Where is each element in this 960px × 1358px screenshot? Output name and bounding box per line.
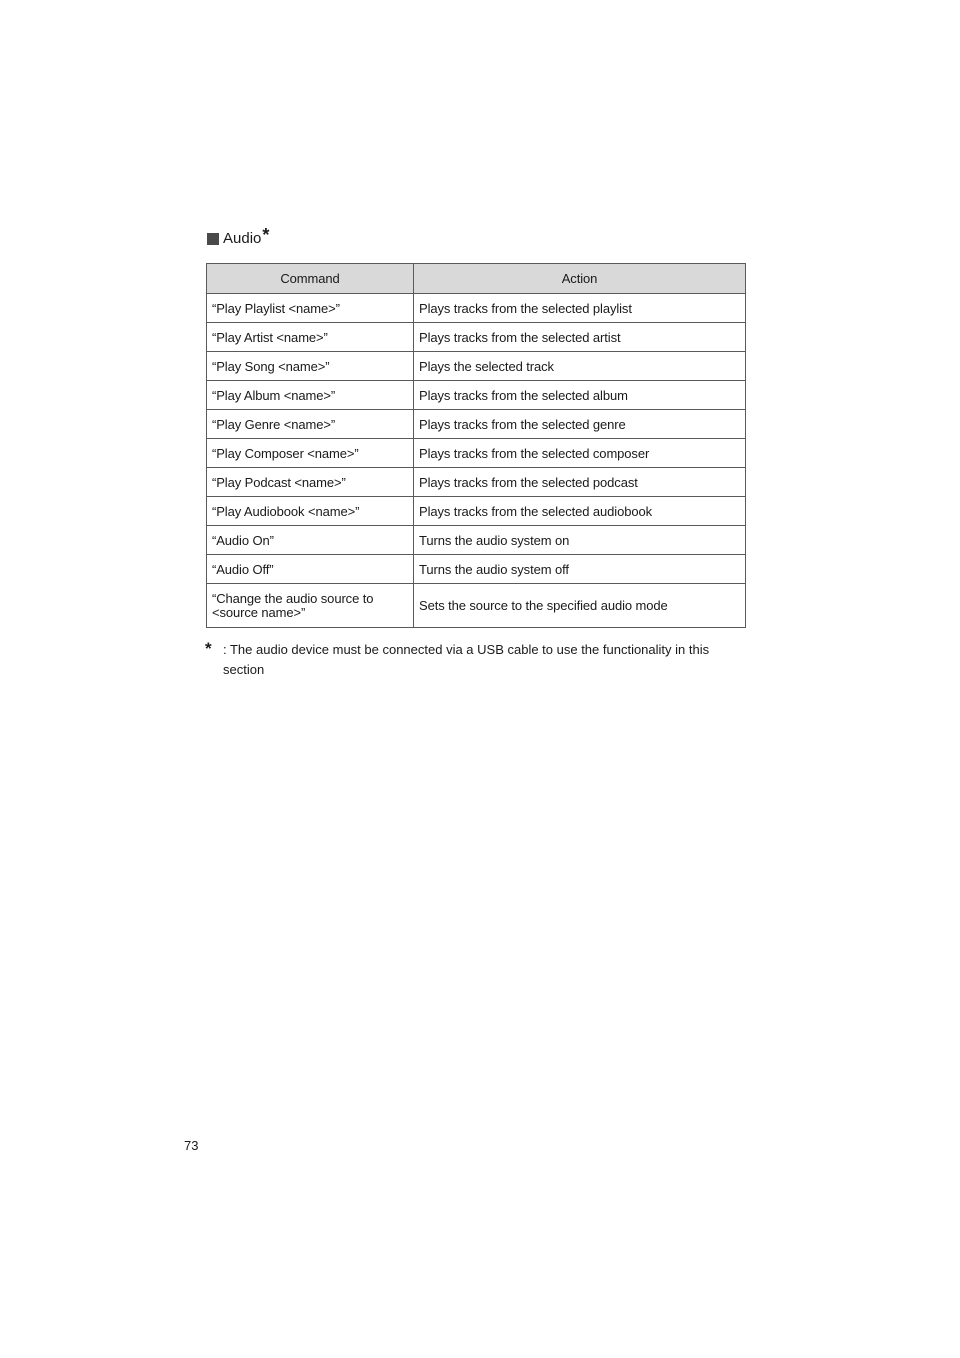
table-row (207, 323, 746, 352)
table-row (207, 584, 746, 628)
command-cell: “Play Album <name>” (207, 381, 414, 410)
command-cell: “Change the audio source to <source name>” (207, 584, 414, 628)
command-cell: “Audio On” (207, 526, 414, 555)
table-row (207, 439, 746, 468)
table-row (207, 294, 746, 323)
command-cell: “Play Composer <name>” (207, 439, 414, 468)
command-cell: “Audio Off” (207, 555, 414, 584)
action-cell: Plays tracks from the selected composer (414, 439, 746, 468)
table-row (207, 497, 746, 526)
footnote-text: : The audio device must be connected via a USB cable to use the functionality in this section (223, 642, 710, 677)
header-command: Command (207, 264, 414, 294)
action-cell: Plays tracks from the selected playlist (414, 294, 746, 323)
command-cell: “Play Genre <name>” (207, 410, 414, 439)
table-header-row (207, 264, 746, 294)
action-cell: Plays the selected track (414, 352, 746, 381)
action-cell: Turns the audio system on (414, 526, 746, 555)
action-cell: Plays tracks from the selected artist (414, 323, 746, 352)
command-cell: “Play Podcast <name>” (207, 468, 414, 497)
voice-command-table (206, 263, 746, 628)
footnote-asterisk: * (205, 639, 212, 658)
command-cell: “Play Playlist <name>” (207, 294, 414, 323)
action-cell: Plays tracks from the selected genre (414, 410, 746, 439)
section-heading (207, 225, 270, 250)
action-cell: Turns the audio system off (414, 555, 746, 584)
footnote (205, 640, 746, 680)
table-row (207, 555, 746, 584)
command-cell: “Play Song <name>” (207, 352, 414, 381)
table-row (207, 352, 746, 381)
table-row (207, 468, 746, 497)
command-cell: “Play Audiobook <name>” (207, 497, 414, 526)
table-row (207, 526, 746, 555)
action-cell: Plays tracks from the selected album (414, 381, 746, 410)
section-title: Audio (223, 230, 262, 247)
action-cell: Sets the source to the specified audio mode (414, 584, 746, 628)
table-row (207, 381, 746, 410)
header-action: Action (414, 264, 746, 294)
action-cell: Plays tracks from the selected audiobook (414, 497, 746, 526)
table-row (207, 410, 746, 439)
page-number: 73 (184, 1138, 199, 1153)
footnote-asterisk: * (262, 225, 270, 245)
command-cell: “Play Artist <name>” (207, 323, 414, 352)
action-cell: Plays tracks from the selected podcast (414, 468, 746, 497)
square-bullet-icon (207, 233, 219, 245)
